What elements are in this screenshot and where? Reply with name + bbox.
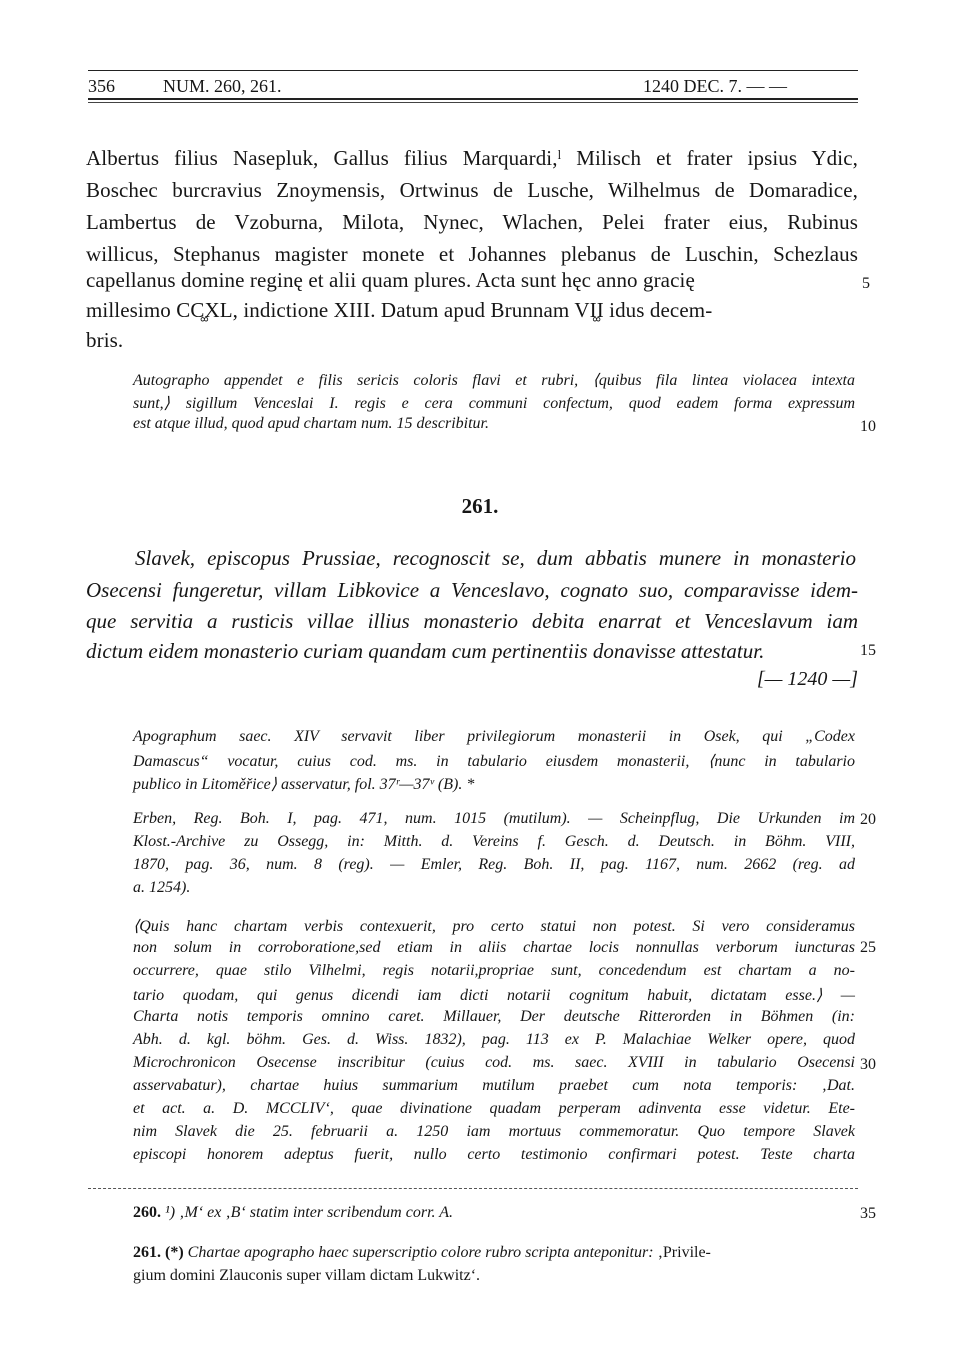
header-rule-thin <box>88 102 858 103</box>
line-number-20: 20 <box>860 811 876 828</box>
document-numbers: NUM. 260, 261. <box>163 76 282 96</box>
doc260-line-5: capellanus domine reginę et alii quam plures. Acta sunt hęc anno gracię <box>86 268 695 292</box>
doc260-line-2: Boschec burcravius Znoymensis, Ortwinus de Lusche, Wilhelmus de Domaradice, <box>86 178 858 202</box>
doc260-line-1: Albertus filius Nasepluk, Gallus filius Marquardi,ˡ Milisch et frater ipsius Ydic, <box>86 146 858 170</box>
footnote-261-text: Chartae apographo haec superscriptio colore rubro scripta anteponitur: <box>187 1244 654 1261</box>
header-date: 1240 DEC. 7. — — <box>643 76 787 96</box>
doc261-date: [— 1240 —] <box>756 668 858 690</box>
doc261-commentary-line-6: Abh. d. kgl. böhm. Ges. d. Wiss. 1832), pag. 113 ex P. Malachiae Welker opere, quod <box>133 1031 855 1048</box>
doc261-commentary-line-8: asservabatur), chartae huius summarium mutilum praebet cum nota temporis: ‚Dat. <box>133 1077 855 1094</box>
line-number-25: 25 <box>860 939 876 956</box>
header-top-rule <box>88 70 858 71</box>
footnote-260-label: 260. <box>133 1204 161 1221</box>
line-number-10: 10 <box>860 418 876 435</box>
doc261-regest-line-3: que servitia a rusticis villae illius monasterio debita enarrat et Venceslavum iam <box>86 609 858 633</box>
line-number-30: 30 <box>860 1056 876 1073</box>
doc261-commentary-line-4: tario quodam, qui genus dicendi iam dicti notarii cognitum habuit, dictatam esse.⟩ — <box>133 987 855 1004</box>
line-number-35: 35 <box>860 1205 876 1222</box>
doc261-commentary-line-10: nim Slavek die 25. februarii a. 1250 iam mortuus commemoratur. Quo tempore Slavek <box>133 1123 855 1140</box>
footnote-261 <box>133 1244 855 1262</box>
doc260-line-7: bris. <box>86 328 124 352</box>
doc261-number: 261. <box>461 494 499 518</box>
doc261-editions-line-3: 1870, pag. 36, num. 8 (reg). — Emler, Reg. Boh. II, pag. 1167, num. 2662 (reg. ad <box>133 856 855 873</box>
doc261-regest-line-4: dictum eidem monasterio curiam quandam cum pertinentiis donavisse attestatur. <box>86 639 765 663</box>
footnote-rule <box>88 1188 858 1189</box>
doc261-apograph-line-3: publico in Litoměřice⟩ asservatur, fol. 37ʳ—37ᵛ (B). * <box>133 776 475 793</box>
footnote-261-label: 261. <box>133 1244 161 1261</box>
doc260-note-line-3: est atque illud, quod apud chartam num. 15 describitur. <box>133 415 489 432</box>
doc261-commentary-line-9: et act. a. D. MCCLIV‘, quae divinatione quadam perperam adinventa esse videtur. Ete- <box>133 1100 855 1117</box>
doc261-commentary-line-5: Charta notis temporis omnino caret. Millauer, Der deutsche Ritterorden in Böhmen (in: <box>133 1008 855 1025</box>
line-number-15: 15 <box>860 642 876 659</box>
doc260-line-4: willicus, Stephanus magister monete et Johannes plebanus de Luschin, Schezlaus <box>86 242 858 266</box>
doc261-commentary-line-1: ⟨Quis hanc chartam verbis contexuerit, pro certo statui non potest. Si vero consideramus <box>133 918 855 935</box>
footnote-260-mark: ¹) <box>165 1204 176 1221</box>
footnote-260-text: ‚M‘ ex ‚B‘ statim inter scribendum corr. A. <box>179 1204 453 1221</box>
running-header <box>88 74 858 100</box>
doc260-note-line-2: sunt,⟩ sigillum Venceslai I. regis e cera communi confectum, quod eadem forma expressum <box>133 395 855 412</box>
doc261-editions-line-1: Erben, Reg. Boh. I, pag. 471, num. 1015 (mutilum). — Scheinpflug, Die Urkunden im <box>133 810 855 827</box>
doc260-line-3: Lambertus de Vzoburna, Milota, Nynec, Wlachen, Pelei frater eius, Rubinus <box>86 210 858 234</box>
doc261-regest-line-2: Osecensi fungeretur, villam Libkovice a Venceslavo, cognato suo, comparavisse idem- <box>86 578 858 602</box>
doc261-regest-line-1: Slavek, episcopus Prussiae, recognoscit se, dum abbatis munere in monasterio <box>135 546 856 570</box>
doc261-editions-line-4: a. 1254). <box>133 879 191 896</box>
doc260-note-line-1: Autographo appendet e filis sericis coloris flavi et rubri, ⟨quibus fila lintea violacea intexta <box>133 372 855 389</box>
footnote-261-continuation: gium domini Zlauconis super villam dictam Lukwitz‘. <box>133 1267 481 1284</box>
doc261-apograph-line-2: Damascus“ vocatur, cuius cod. ms. in tabulario eiusdem monasterii, ⟨nunc in tabulario <box>133 753 855 770</box>
doc261-commentary-line-2: non solum in corroboratione,sed etiam in aliis chartae locis nonnullas verborum iuncturas <box>133 939 855 956</box>
page-number: 356 <box>88 76 115 96</box>
doc261-editions-line-2: Klost.-Archive zu Ossegg, in: Mitth. d. Vereins f. Gesch. d. Deutsch. in Böhm. VIII, <box>133 833 855 850</box>
footnote-261-quote-start: ‚Privile- <box>657 1244 711 1261</box>
doc261-commentary-line-3: occurrere, quae stilo Vilhelmi, regis notarii,propriae sunt, concedendum est chartam a no- <box>133 962 855 979</box>
footnote-261-mark: (*) <box>165 1244 184 1261</box>
doc261-commentary-line-11: episcopi honorem adeptus fuerit, nullo certo testimonio confirmari potest. Teste charta <box>133 1146 855 1163</box>
doc260-line-6: millesimo CC͚XL, indictione XIII. Datum apud Brunnam VI͚I idus decem- <box>86 298 713 322</box>
footnote-260 <box>133 1204 453 1222</box>
doc261-apograph-line-1: Apographum saec. XIV servavit liber privilegiorum monasterii in Osek, qui „Codex <box>133 728 855 745</box>
line-number-5: 5 <box>862 275 870 292</box>
doc261-commentary-line-7: Microchronicon Osecense inscribitur (cuius cod. ms. saec. XVIII in tabulario Osecensi <box>133 1054 855 1071</box>
header-rule <box>88 98 858 100</box>
